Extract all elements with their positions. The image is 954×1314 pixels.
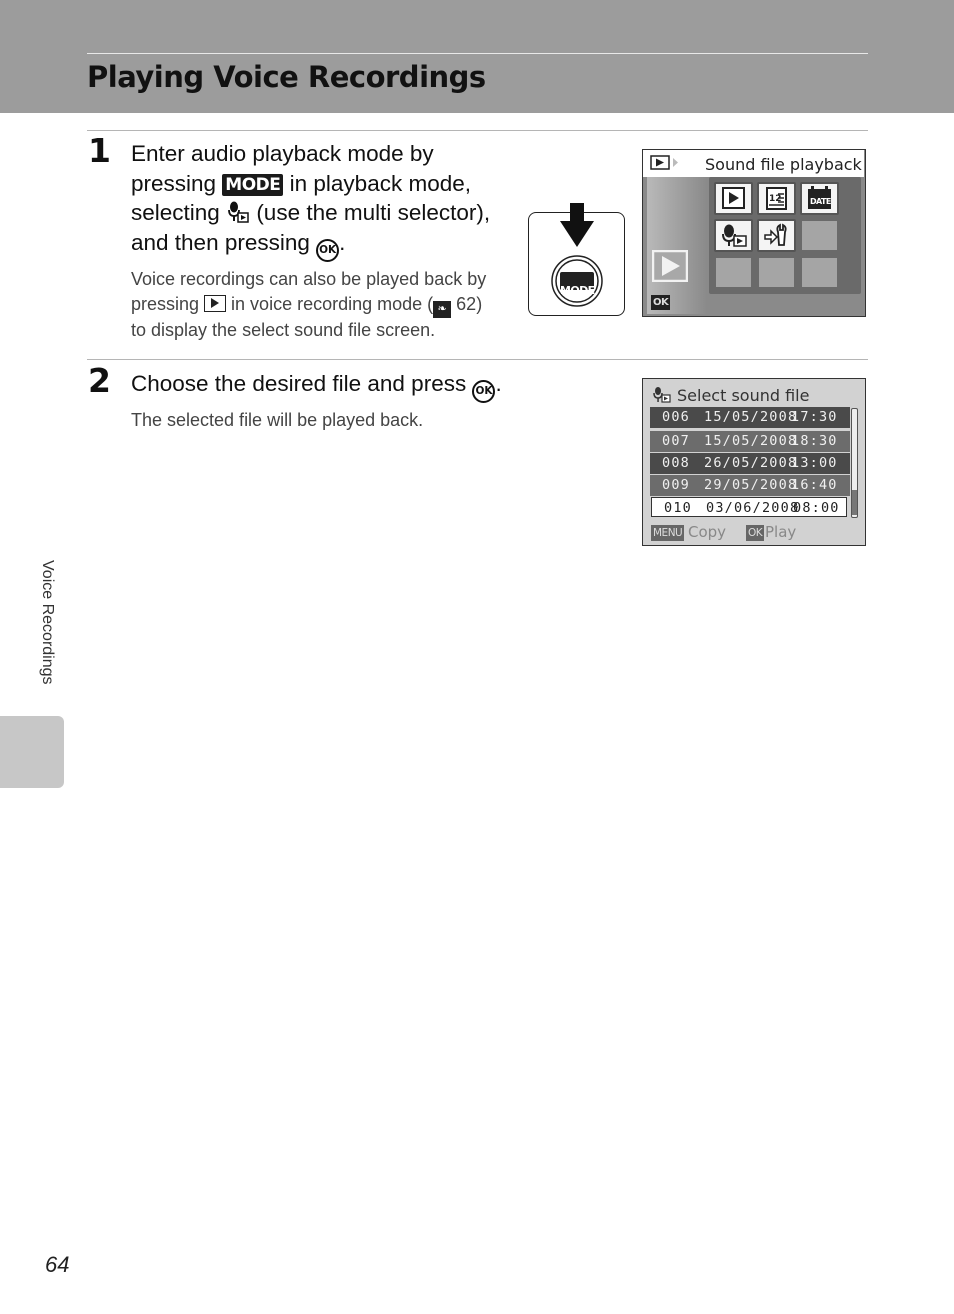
step1-instruction bbox=[131, 139, 490, 262]
sound-file-icon bbox=[652, 386, 672, 404]
menu-tile-setup[interactable] bbox=[757, 219, 796, 252]
screen2-title: Select sound file bbox=[677, 386, 810, 405]
file-number: 007 bbox=[662, 433, 690, 449]
menu-tile-date[interactable] bbox=[800, 182, 839, 215]
sound-file-row[interactable] bbox=[650, 475, 850, 496]
ok-button-icon: OK bbox=[472, 380, 495, 403]
copy-label[interactable]: Copy bbox=[688, 523, 727, 541]
file-time: 08:00 bbox=[793, 500, 840, 516]
sound-file-row[interactable] bbox=[650, 407, 850, 428]
large-playback-icon bbox=[652, 250, 688, 282]
step1-line4: and then pressing OK . bbox=[131, 228, 490, 262]
file-date: 15/05/2008 bbox=[704, 409, 798, 425]
sound-file-row[interactable] bbox=[651, 497, 847, 517]
menu-tile-calendar[interactable] bbox=[757, 182, 796, 215]
svg-text:12: 12 bbox=[769, 194, 782, 204]
play-label[interactable]: Play bbox=[765, 523, 797, 541]
menu-key-icon: MENU bbox=[653, 527, 683, 539]
menu-tile-empty bbox=[757, 256, 796, 289]
menu-tile-empty bbox=[800, 256, 839, 289]
playback-icon bbox=[716, 184, 751, 213]
file-date: 26/05/2008 bbox=[704, 455, 798, 471]
file-number: 008 bbox=[662, 455, 690, 471]
step2-note: The selected file will be played back. bbox=[131, 410, 424, 430]
svg-text:DATE: DATE bbox=[810, 197, 831, 206]
screen1-ok-indicator: OK bbox=[653, 297, 669, 308]
screen1-left-panel bbox=[647, 177, 707, 314]
page-number: 64 bbox=[45, 1252, 70, 1277]
step1-line1: Enter audio playback mode by bbox=[131, 141, 434, 166]
menu-tile-empty bbox=[714, 256, 753, 289]
press-arrow-icon bbox=[557, 203, 597, 253]
file-number: 009 bbox=[662, 477, 690, 493]
ok-button-icon: OK bbox=[316, 239, 339, 262]
step2-instruction: Choose the desired file and press OK . bbox=[131, 369, 502, 403]
step1-line3: selecting (use the multi selector), bbox=[131, 200, 491, 226]
menu-tile-playback[interactable] bbox=[714, 182, 753, 215]
select-sound-file-screen bbox=[642, 378, 866, 546]
sound-file-row[interactable] bbox=[650, 453, 850, 474]
screen1-menu-grid bbox=[709, 177, 861, 294]
playback-mode-icon bbox=[650, 155, 684, 171]
file-time: 16:40 bbox=[791, 477, 838, 493]
sound-file-list bbox=[643, 406, 861, 521]
sound-file-playback-screen bbox=[642, 149, 866, 317]
file-time: 17:30 bbox=[791, 409, 838, 425]
playback-button-icon bbox=[204, 295, 226, 312]
file-number: 010 bbox=[664, 500, 692, 516]
step2-number: 2 bbox=[88, 361, 111, 400]
list-scrollbar-thumb[interactable] bbox=[852, 490, 857, 515]
voice-playback-icon bbox=[226, 200, 250, 224]
list-by-date-icon bbox=[802, 184, 837, 213]
sound-file-row[interactable] bbox=[650, 431, 850, 452]
mode-button-icon bbox=[549, 253, 605, 309]
file-number: 006 bbox=[662, 409, 690, 425]
section-side-label: Voice Recordings bbox=[39, 560, 56, 685]
menu-tile-sound-file[interactable] bbox=[714, 219, 753, 252]
mode-button-label: MODE bbox=[560, 284, 595, 297]
screen1-title-bar bbox=[643, 150, 864, 177]
step2-divider bbox=[87, 359, 868, 360]
step1-line2: pressing MODE in playback mode, bbox=[131, 170, 471, 196]
page-title: Playing Voice Recordings bbox=[87, 60, 486, 94]
mode-key-icon: MODE bbox=[222, 174, 283, 196]
header-rule bbox=[87, 53, 868, 54]
file-date: 15/05/2008 bbox=[704, 433, 798, 449]
step1-note: Voice recordings can also be played back by pressing in voice recording mode ( ❧ 62) to display the select sound file screen. bbox=[131, 269, 487, 340]
section-tab bbox=[0, 716, 64, 788]
file-time: 18:30 bbox=[791, 433, 838, 449]
setup-wrench-icon bbox=[759, 221, 794, 250]
ok-key-icon: OK bbox=[748, 527, 763, 539]
file-date: 29/05/2008 bbox=[704, 477, 798, 493]
header-band bbox=[0, 0, 954, 113]
menu-tile-empty bbox=[800, 219, 839, 252]
sound-file-playback-icon bbox=[716, 221, 751, 250]
reference-icon: ❧ bbox=[433, 301, 451, 318]
mode-button-illustration bbox=[528, 212, 625, 316]
step1-divider bbox=[87, 130, 868, 131]
file-date: 03/06/2008 bbox=[706, 500, 800, 516]
screen1-title: Sound file playback bbox=[705, 155, 862, 174]
file-time: 13:00 bbox=[791, 455, 838, 471]
calendar-list-icon bbox=[759, 184, 794, 213]
step1-number: 1 bbox=[88, 131, 111, 170]
